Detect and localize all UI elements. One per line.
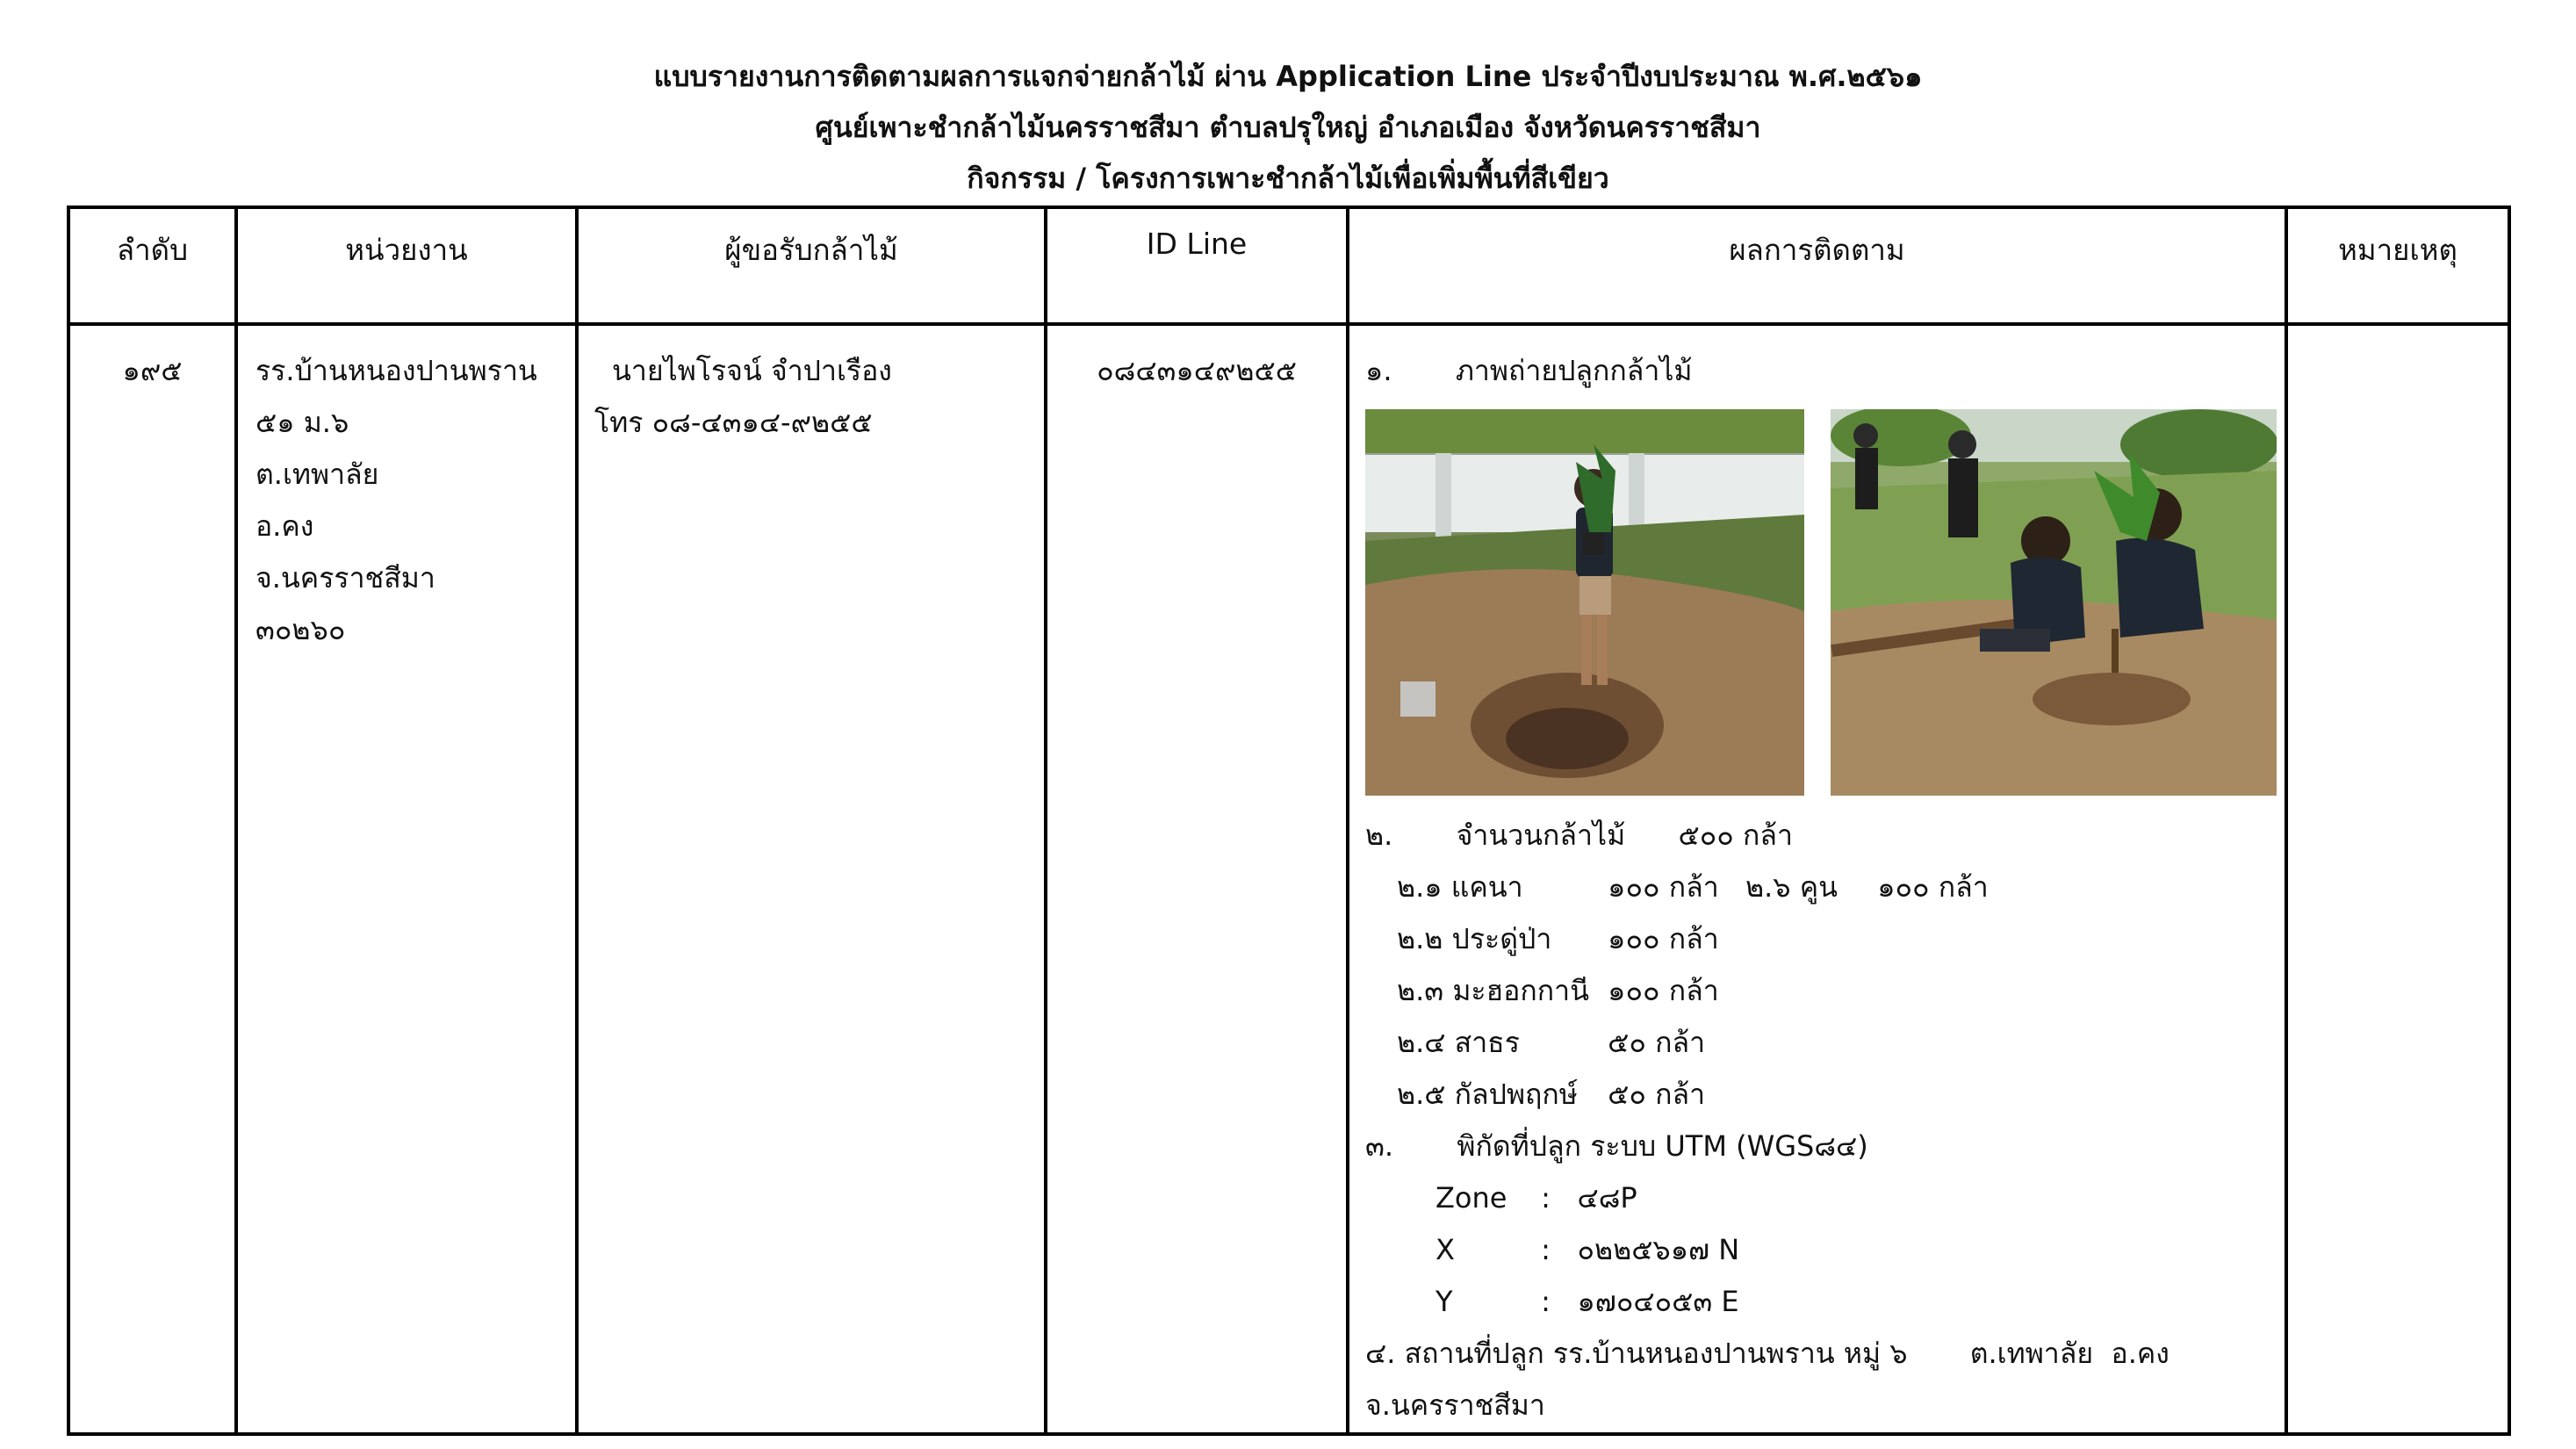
result-item-1-number: ๑. [1365, 354, 1392, 387]
species-6-label: ๒.๖ คูน [1745, 870, 1838, 904]
result-item-4-line2: จ.นครราชสีมา [1365, 1388, 1545, 1422]
cell-number: ๑๙๕ [68, 324, 236, 1434]
utm-zone-label: Zone [1436, 1181, 1507, 1215]
result-item-1-text: ภาพถ่ายปลูกกล้าไม้ [1455, 354, 1693, 387]
agency-province: จ.นครราชสีมา [255, 561, 435, 595]
col-header-results: ผลการติดตาม [1348, 207, 2286, 324]
cell-remarks [2286, 324, 2509, 1434]
col-header-remarks: หมายเหตุ [2286, 207, 2509, 324]
result-item-3 [1365, 1121, 2284, 1172]
agency-postcode: ๓๐๒๖๐ [255, 613, 346, 646]
result-item-3-text: พิกัดที่ปลูก ระบบ UTM (WGS๘๔) [1457, 1129, 1868, 1163]
utm-y-value: ๑๗๐๔๐๕๓ E [1577, 1285, 1739, 1318]
table-header-row [68, 207, 2509, 324]
species-2-label: ๒.๒ ประดู่ป่า [1397, 922, 1552, 955]
utm-y: Y : ๑๗๐๔๐๕๓ E [1365, 1276, 2284, 1328]
result-item-2 [1365, 810, 2284, 861]
species-row-1 [1365, 861, 2284, 913]
table-row [68, 324, 2509, 1434]
planting-photos [1365, 409, 2284, 796]
col-header-agency: หน่วยงาน [236, 207, 577, 324]
species-3-qty: ๑๐๐ กล้า [1608, 974, 1719, 1007]
planting-photo-2 [1831, 409, 2277, 796]
result-item-2-text: จำนวนกล้าไม้ [1456, 818, 1626, 852]
requester-name: นายไพโรจน์ จำปาเรือง [612, 354, 892, 387]
species-3-label: ๒.๓ มะฮอกกานี [1397, 974, 1589, 1007]
utm-zone: Zone : ๔๘P [1365, 1172, 2284, 1224]
species-5-qty: ๕๐ กล้า [1608, 1078, 1706, 1111]
utm-x: X : ๐๒๒๕๖๑๗ N [1365, 1224, 2284, 1276]
species-1-qty: ๑๐๐ กล้า [1608, 870, 1719, 904]
cell-id-line: ๐๘๔๓๑๔๙๒๕๕ [1046, 324, 1348, 1434]
result-item-3-number: ๓. [1365, 1129, 1394, 1163]
species-row-3 [1365, 965, 2284, 1017]
document-header [0, 51, 2576, 204]
col-header-id-line: ID Line [1046, 207, 1348, 324]
utm-x-label: X [1436, 1233, 1455, 1266]
utm-zone-value: ๔๘P [1577, 1181, 1637, 1215]
species-row-4 [1365, 1017, 2284, 1069]
report-title: แบบรายงานการติดตามผลการแจกจ่ายกล้าไม้ ผ่าน Application Line ประจำปีงบประมาณ พ.ศ.๒๕๖๑ [653, 60, 1923, 93]
col-header-number: ลำดับ [68, 207, 236, 324]
agency-address-moo: ๕๑ ม.๖ [255, 406, 349, 439]
species-4-label: ๒.๔ สาธร [1397, 1026, 1520, 1059]
report-subtitle: ศูนย์เพาะชำกล้าไม้นครราชสีมา ตำบลปรุใหญ่ อำเภอเมือง จังหวัดนครราชสีมา [815, 111, 1761, 144]
cell-requester [577, 324, 1046, 1434]
utm-x-value: ๐๒๒๕๖๑๗ N [1577, 1233, 1740, 1266]
planting-photo-1 [1365, 409, 1804, 796]
cell-results [1348, 324, 2286, 1434]
agency-district: อ.คง [255, 509, 314, 543]
species-4-qty: ๕๐ กล้า [1608, 1026, 1706, 1059]
utm-y-label: Y [1436, 1285, 1453, 1318]
species-6-qty: ๑๐๐ กล้า [1877, 870, 1989, 904]
species-1-label: ๒.๑ แคนา [1397, 870, 1523, 904]
col-header-requester: ผู้ขอรับกล้าไม้ [577, 207, 1046, 324]
report-activity: กิจกรรม / โครงการเพาะชำกล้าไม้เพื่อเพิ่มพื้นที่สีเขียว [967, 162, 1609, 195]
result-item-1 [1365, 345, 2284, 397]
result-item-4-line1: ๔. สถานที่ปลูก รร.บ้านหนองปานพราน หมู่ ๖ ต.เทพาลัย อ.คง [1365, 1337, 2169, 1370]
requester-phone: โทร ๐๘-๔๓๑๔-๙๒๕๕ [594, 406, 873, 439]
species-2-qty: ๑๐๐ กล้า [1608, 922, 1719, 955]
agency-subdistrict: ต.เทพาลัย [255, 458, 379, 491]
report-table [67, 205, 2511, 1436]
result-item-2-count: ๕๐๐ กล้า [1678, 818, 1793, 852]
species-row-5 [1365, 1069, 2284, 1121]
species-row-2 [1365, 913, 2284, 965]
species-5-label: ๒.๕ กัลปพฤกษ์ [1397, 1078, 1578, 1111]
agency-name: รร.บ้านหนองปานพราน [255, 354, 537, 387]
result-item-2-number: ๒. [1365, 818, 1393, 852]
cell-agency [236, 324, 577, 1434]
